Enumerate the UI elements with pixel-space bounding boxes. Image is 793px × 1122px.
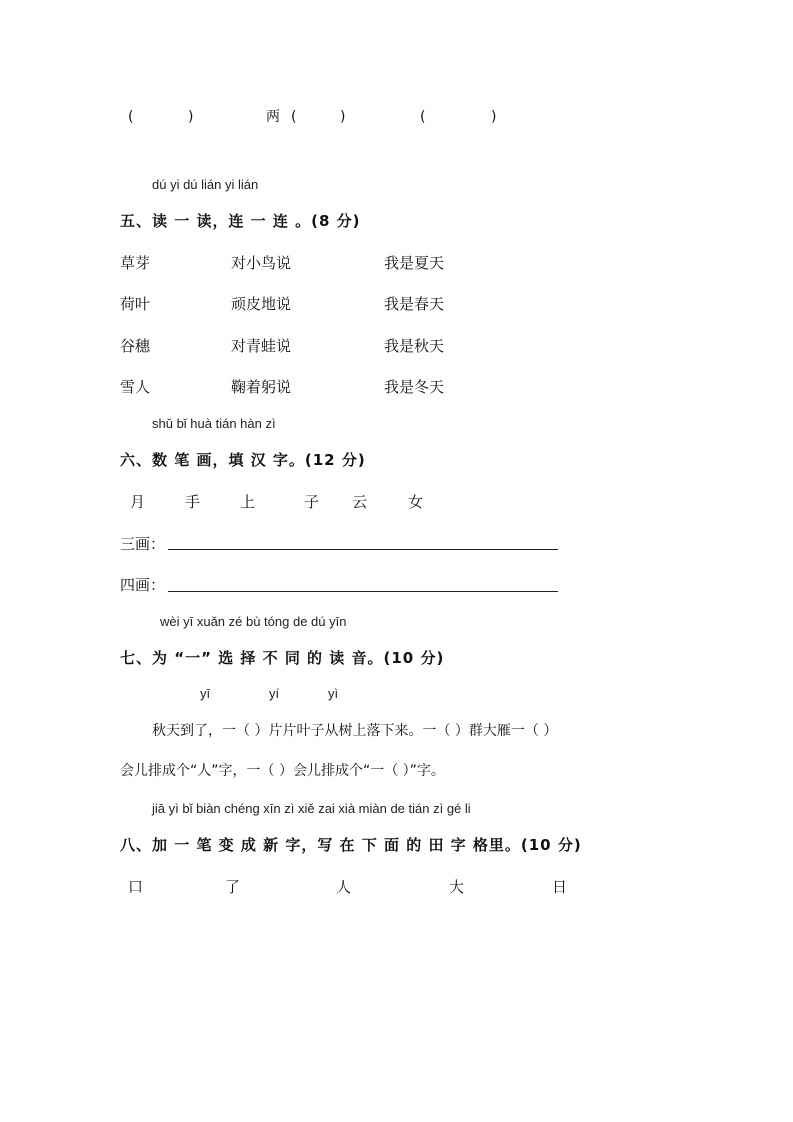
match-right-item: 我是夏天 bbox=[384, 254, 445, 272]
base-char: 了 bbox=[225, 878, 241, 896]
match-middle-item: 顽皮地说 bbox=[231, 295, 292, 313]
paren-open-1: ( bbox=[128, 109, 134, 125]
tone-option: yī bbox=[200, 686, 211, 701]
base-char: 人 bbox=[336, 878, 352, 896]
paren-open-3: ( bbox=[420, 109, 426, 125]
match-left-item: 谷穗 bbox=[120, 337, 151, 355]
section6-title: 六、数 笔 画，填 汉 字。(12 分) bbox=[120, 451, 366, 469]
label-four-strokes: 四画： bbox=[120, 576, 166, 594]
section7-pinyin: wèi yī xuǎn zé bù tóng de dú yīn bbox=[160, 614, 347, 629]
match-left-item: 荷叶 bbox=[120, 295, 151, 313]
tone-option: yì bbox=[328, 686, 339, 701]
sentence-line-1: 秋天到了，一（ ）片片叶子从树上落下来。一（ ）群大雁一（ ） bbox=[152, 723, 558, 739]
section5-pinyin: dú yi dú lián yi lián bbox=[152, 177, 259, 192]
match-right-item: 我是冬天 bbox=[384, 378, 445, 396]
section8-title: 八、加 一 笔 变 成 新 字，写 在 下 面 的 田 字 格里。(10 分) bbox=[120, 836, 582, 854]
section6-pinyin: shǔ bǐ huà tián hàn zì bbox=[152, 416, 276, 431]
tone-option: yí bbox=[269, 686, 280, 701]
match-right-item: 我是秋天 bbox=[384, 337, 445, 355]
answer-line-four[interactable] bbox=[168, 591, 558, 592]
answer-line-three[interactable] bbox=[168, 549, 558, 550]
stroke-char: 月 bbox=[130, 493, 146, 511]
paren-close-2: ) bbox=[340, 109, 346, 125]
match-middle-item: 鞠着躬说 bbox=[231, 378, 292, 396]
match-left-item: 草芽 bbox=[120, 254, 151, 272]
match-left-item: 雪人 bbox=[120, 378, 151, 396]
stroke-char: 手 bbox=[185, 493, 201, 511]
match-middle-item: 对青蛙说 bbox=[231, 337, 292, 355]
stroke-char: 上 bbox=[240, 493, 256, 511]
paren-open-2: ( bbox=[291, 109, 297, 125]
section5-title: 五、读 一 读，连 一 连 。(8 分) bbox=[120, 212, 361, 230]
sentence-line-2: 会儿排成个“人”字，一（ ）会儿排成个“一（ ）”字。 bbox=[120, 763, 445, 779]
section8-pinyin: jiā yì bǐ biàn chéng xīn zì xiě zai xià miàn de tián zì gé li bbox=[152, 801, 471, 816]
match-middle-item: 对小鸟说 bbox=[231, 254, 292, 272]
match-right-item: 我是春天 bbox=[384, 295, 445, 313]
stroke-char: 云 bbox=[352, 493, 368, 511]
label-three-strokes: 三画： bbox=[120, 535, 166, 553]
char-liang: 两 bbox=[266, 109, 280, 125]
base-char: 日 bbox=[552, 878, 568, 896]
base-char: 口 bbox=[128, 878, 144, 896]
section7-title: 七、为 “一” 选 择 不 同 的 读 音。(10 分) bbox=[120, 649, 445, 667]
base-char: 大 bbox=[449, 878, 465, 896]
stroke-char: 子 bbox=[304, 493, 320, 511]
paren-close-1: ) bbox=[188, 109, 194, 125]
paren-close-3: ) bbox=[491, 109, 497, 125]
stroke-char: 女 bbox=[408, 493, 424, 511]
